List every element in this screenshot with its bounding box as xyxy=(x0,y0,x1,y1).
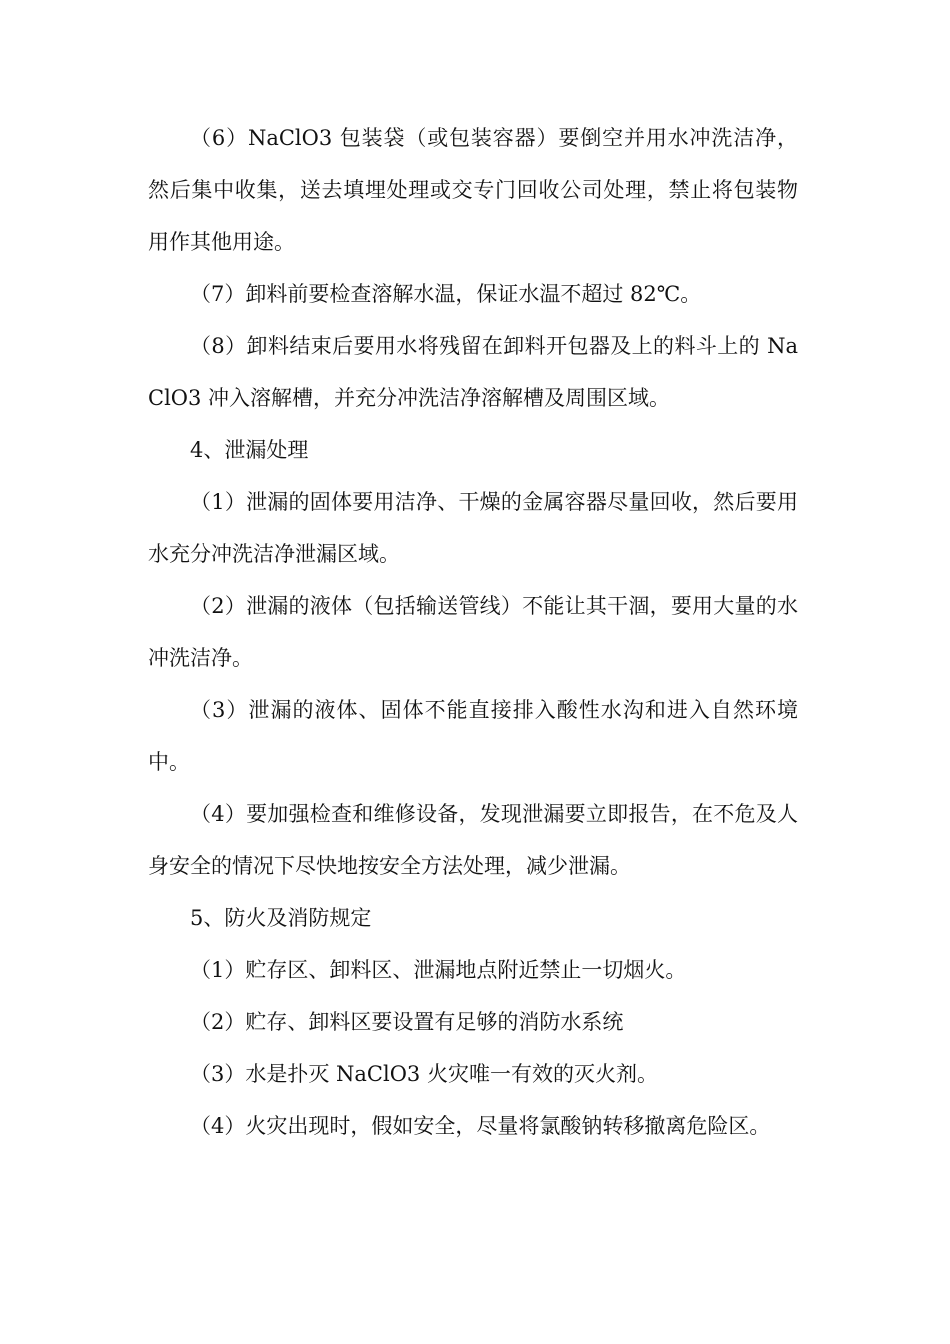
paragraph-solid-leak: （1）泄漏的固体要用洁净、干燥的金属容器尽量回收，然后要用水充分冲洗洁净泄漏区域。 xyxy=(148,490,798,566)
paragraph-packaging-disposal: （6）NaClO3 包装袋（或包装容器）要倒空并用水冲洗洁净，然后集中收集，送去填埋处理或交专门回收公司处理，禁止将包装物用作其他用途。 xyxy=(148,126,798,254)
paragraph-equipment-inspection: （4）要加强检查和维修设备，发现泄漏要立即报告，在不危及人身安全的情况下尽快地按安全方法处理，减少泄漏。 xyxy=(148,802,798,878)
document-body xyxy=(148,112,798,1152)
paragraph-fire-water-system: （2）贮存、卸料区要设置有足够的消防水系统 xyxy=(190,1010,624,1034)
paragraph-liquid-leak: （2）泄漏的液体（包括输送管线）不能让其干涸，要用大量的水冲洗洁净。 xyxy=(148,594,798,670)
paragraph-fire-evacuation: （4）火灾出现时，假如安全，尽量将氯酸钠转移撤离危险区。 xyxy=(190,1114,771,1138)
section-heading-fire-prevention: 5、防火及消防规定 xyxy=(190,906,372,930)
paragraph-no-discharge: （3）泄漏的液体、固体不能直接排入酸性水沟和进入自然环境中。 xyxy=(148,698,798,774)
paragraph-no-fire: （1）贮存区、卸料区、泄漏地点附近禁止一切烟火。 xyxy=(190,958,687,982)
paragraph-unloading-cleanup: （8）卸料结束后要用水将残留在卸料开包器及上的料斗上的 NaClO3 冲入溶解槽，并充分冲洗洁净溶解槽及周围区域。 xyxy=(148,334,798,410)
paragraph-water-temperature: （7）卸料前要检查溶解水温，保证水温不超过 82℃。 xyxy=(190,282,702,306)
paragraph-extinguishing-agent: （3）水是扑灭 NaClO3 火灾唯一有效的灭火剂。 xyxy=(190,1062,658,1086)
section-heading-leak-handling: 4、泄漏处理 xyxy=(190,438,309,462)
